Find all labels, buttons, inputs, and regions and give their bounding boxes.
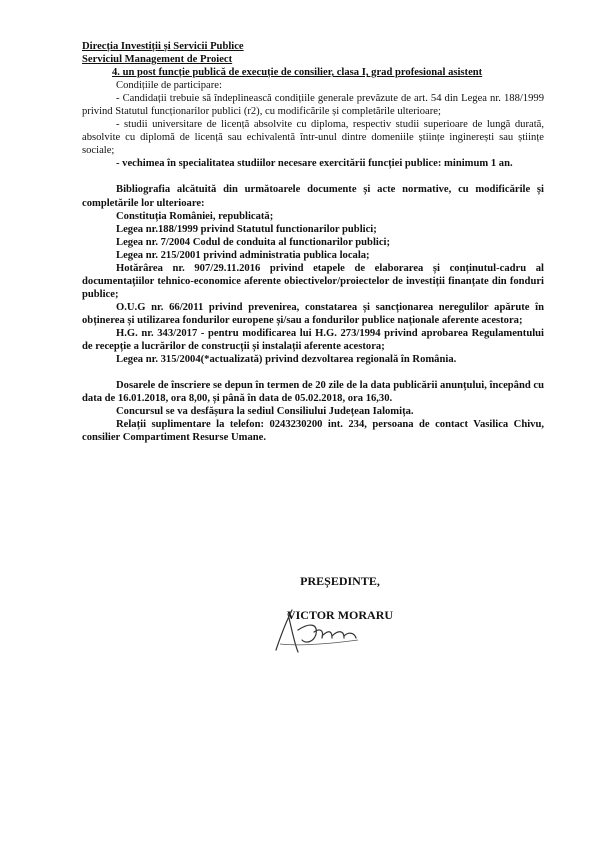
bibliography-item: Legea nr. 7/2004 Codul de conduita al functionarilor publici; [116,236,390,248]
bibliography-item: O.U.G nr. 66/2011 privind prevenirea, constatarea și sancționarea neregulilor apărute în obținerea și utilizarea fondurilor europene și/sau a fondurilor publice naționale aferente acestora; [82,301,544,326]
dosare-paragraph: Dosarele de înscriere se depun în termen de 20 zile de la data publicării anunțului, începând cu data de 16.01.2018, ora 8,00, și până în data de 05.02.2018, ora 16,30. [82,380,544,405]
header-service: Serviciul Management de Proiect [82,54,233,66]
signature-title: PREȘEDINTE, [300,574,380,588]
signature-name: VICTOR MORARU [286,608,394,622]
bibliography-item: Hotărârea nr. 907/29.11.2016 privind etapele de elaborarea și conținutul-cadru al documentațiilor tehnico-economice aferente obiectivelor/proiectelor de investiții finanțate din fonduri publice; [82,262,544,300]
bibliography-intro: Bibliografia alcătuită din următoarele documente și acte normative, cu modificările și completările lor ulterioare: [82,184,544,209]
condition-item: - vechimea în specialitatea studiilor necesare exercitării funcției publice: minimum 1 an. [116,158,513,170]
relatii-paragraph: Relații suplimentare la telefon: 0243230200 int. 234, persoana de contact Vasilica Chivu, consilier Compartiment Resurse Umane. [82,419,544,444]
bibliography-item: Legea nr. 315/2004(*actualizată) privind dezvoltarea regională în România. [116,354,457,366]
condition-item: - Candidații trebuie să îndeplinească condițiile generale prevăzute de art. 54 din Legea nr. 188/1999 privind Statutul funcționarilor publici (r2), cu modificările și completările ulterioare; [82,93,544,118]
document-body [82,40,544,444]
header-direction: Direcția Investiții și Servicii Publice [82,41,244,52]
conditions-title: Condițiile de participare: [116,80,222,92]
handwritten-signature-icon [258,600,378,660]
concurs-paragraph: Concursul se va desfășura la sediul Consiliului Județean Ialomița. [116,406,414,418]
condition-item: - studii universitare de licență absolvite cu diploma, respectiv studii superioare de lungă durată, absolvite cu diplomă de licență sau echivalentă într-unul dintre domeniile științe inginerești sau științe sociale; [82,119,544,157]
bibliography-item: Legea nr. 215/2001 privind administratia publica locala; [116,249,370,261]
bibliography-item: H.G. nr. 343/2017 - pentru modificarea lui H.G. 273/1994 privind aprobarea Regulamentului de recepție a lucrărilor de construcții și instalații aferente acestora; [82,327,544,353]
post-title: 4. un post funcție publică de execuție de consilier, clasa I, grad profesional asistent [112,67,483,79]
bibliography-item: Constituția României, republicată; [116,210,274,222]
bibliography-item: Legea nr.188/1999 privind Statutul functionarilor publici; [116,223,377,235]
